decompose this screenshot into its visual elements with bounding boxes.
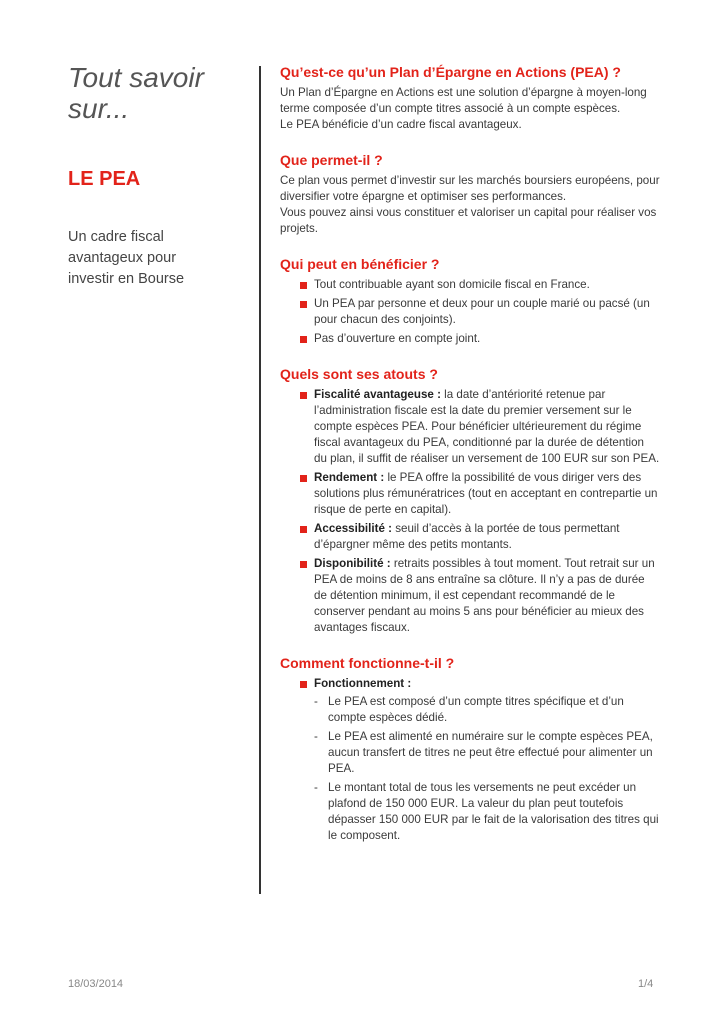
bullet-square-icon bbox=[300, 301, 307, 308]
dash-item-text: Le PEA est alimenté en numéraire sur le compte espèces PEA, aucun transfert de titres ne peut être effectué pour alimenter un PEA. bbox=[328, 730, 653, 775]
item-label: Fonctionnement : bbox=[314, 677, 412, 690]
bullet-square-icon bbox=[300, 561, 307, 568]
section-heading: Comment fonctionne-t-il ? bbox=[280, 655, 455, 671]
dash-item-text: Le PEA est composé d’un compte titres spécifique et d’un compte espèces dédié. bbox=[328, 695, 624, 724]
section-heading: Qui peut en bénéficier ? bbox=[280, 256, 440, 272]
item-label: Disponibilité : bbox=[314, 557, 391, 570]
item-label: Fiscalité avantageuse : bbox=[314, 388, 441, 401]
page-number: 1/4 bbox=[638, 978, 654, 990]
dash-list bbox=[314, 694, 660, 844]
list-item bbox=[280, 296, 660, 328]
section-definition bbox=[280, 64, 660, 133]
list-item bbox=[280, 676, 660, 844]
bullet-list bbox=[280, 676, 660, 844]
dash-marker: - bbox=[314, 695, 318, 708]
paragraph: Ce plan vous permet d’investir sur les marchés boursiers européens, pour diversifier votre épargne et optimiser ses performances. bbox=[280, 174, 660, 203]
item-text: seuil d’accès à la portée de tous permettant d’épargner même des petits montants. bbox=[314, 522, 620, 551]
dash-marker: - bbox=[314, 781, 318, 794]
document-subtitle: Un cadre fiscal avantageux pour investir en Bourse bbox=[68, 229, 185, 287]
intro-heading: Tout savoir sur... bbox=[68, 62, 204, 124]
paragraph: Le PEA bénéficie d’un cadre fiscal avantageux. bbox=[280, 118, 522, 131]
bullet-list bbox=[280, 387, 660, 636]
section-heading: Que permet-il ? bbox=[280, 152, 383, 168]
list-item-text: Un PEA par personne et deux pour un couple marié ou pacsé (un pour chacun des conjoints). bbox=[314, 297, 650, 326]
paragraph: Vous pouvez ainsi vous constituer et valoriser un capital pour réaliser vos projets. bbox=[280, 206, 657, 235]
bullet-square-icon bbox=[300, 681, 307, 688]
dash-item-text: Le montant total de tous les versements ne peut excéder un plafond de 150 000 EUR. La valeur du plan peut toutefois dépasser 150 000 EUR par le fait de la valorisation des titres qui le composent. bbox=[328, 781, 659, 842]
bullet-square-icon bbox=[300, 526, 307, 533]
section-operation bbox=[280, 655, 660, 844]
document-title: LE PEA bbox=[68, 168, 141, 190]
dash-item bbox=[314, 694, 660, 726]
dash-marker: - bbox=[314, 730, 318, 743]
list-item bbox=[280, 387, 660, 467]
section-eligibility bbox=[280, 256, 660, 347]
main-content bbox=[280, 64, 660, 863]
bullet-square-icon bbox=[300, 475, 307, 482]
vertical-divider bbox=[259, 66, 261, 894]
list-item bbox=[280, 521, 660, 553]
paragraph: Un Plan d’Épargne en Actions est une solution d’épargne à moyen-long terme composée d’un compte titres associé à un compte espèces. bbox=[280, 86, 647, 115]
list-item bbox=[280, 556, 660, 636]
dash-item bbox=[314, 729, 660, 777]
item-text: la date d’antériorité retenue par l’administration fiscale est la date du premier versement sur le compte espèces PEA. Pour bénéficier ultérieurement du régime fiscal avantageux du PEA, conditionné par la durée de détention du plan, il suffit de réaliser un versement de 100 EUR sur son PEA. bbox=[314, 388, 660, 465]
section-heading: Qu’est-ce qu’un Plan d’Épargne en Actions (PEA) ? bbox=[280, 64, 621, 80]
item-label: Accessibilité : bbox=[314, 522, 392, 535]
item-text: le PEA offre la possibilité de vous diriger vers des solutions plus rémunératrices (tout en acceptant en contrepartie un risque de perte en capital). bbox=[314, 471, 658, 516]
footer-date: 18/03/2014 bbox=[68, 978, 124, 990]
dash-item bbox=[314, 780, 660, 844]
bullet-square-icon bbox=[300, 282, 307, 289]
item-text: retraits possibles à tout moment. Tout retrait sur un PEA de moins de 8 ans entraîne sa clôture. Il n’y a pas de durée de détention minimum, il est cependant recommandé de le conserver pendant au moins 5 ans pour bénéficier au mieux des avantages fiscaux. bbox=[314, 557, 655, 634]
section-heading: Quels sont ses atouts ? bbox=[280, 366, 438, 382]
list-item bbox=[280, 470, 660, 518]
bullet-square-icon bbox=[300, 392, 307, 399]
left-column bbox=[68, 62, 248, 290]
list-item-text: Pas d’ouverture en compte joint. bbox=[314, 332, 481, 345]
bullet-square-icon bbox=[300, 336, 307, 343]
list-item bbox=[280, 277, 660, 293]
item-label: Rendement : bbox=[314, 471, 385, 484]
list-item bbox=[280, 331, 660, 347]
list-item-text: Tout contribuable ayant son domicile fiscal en France. bbox=[314, 278, 590, 291]
bullet-list bbox=[280, 277, 660, 347]
section-advantages bbox=[280, 366, 660, 636]
section-purpose bbox=[280, 152, 660, 237]
